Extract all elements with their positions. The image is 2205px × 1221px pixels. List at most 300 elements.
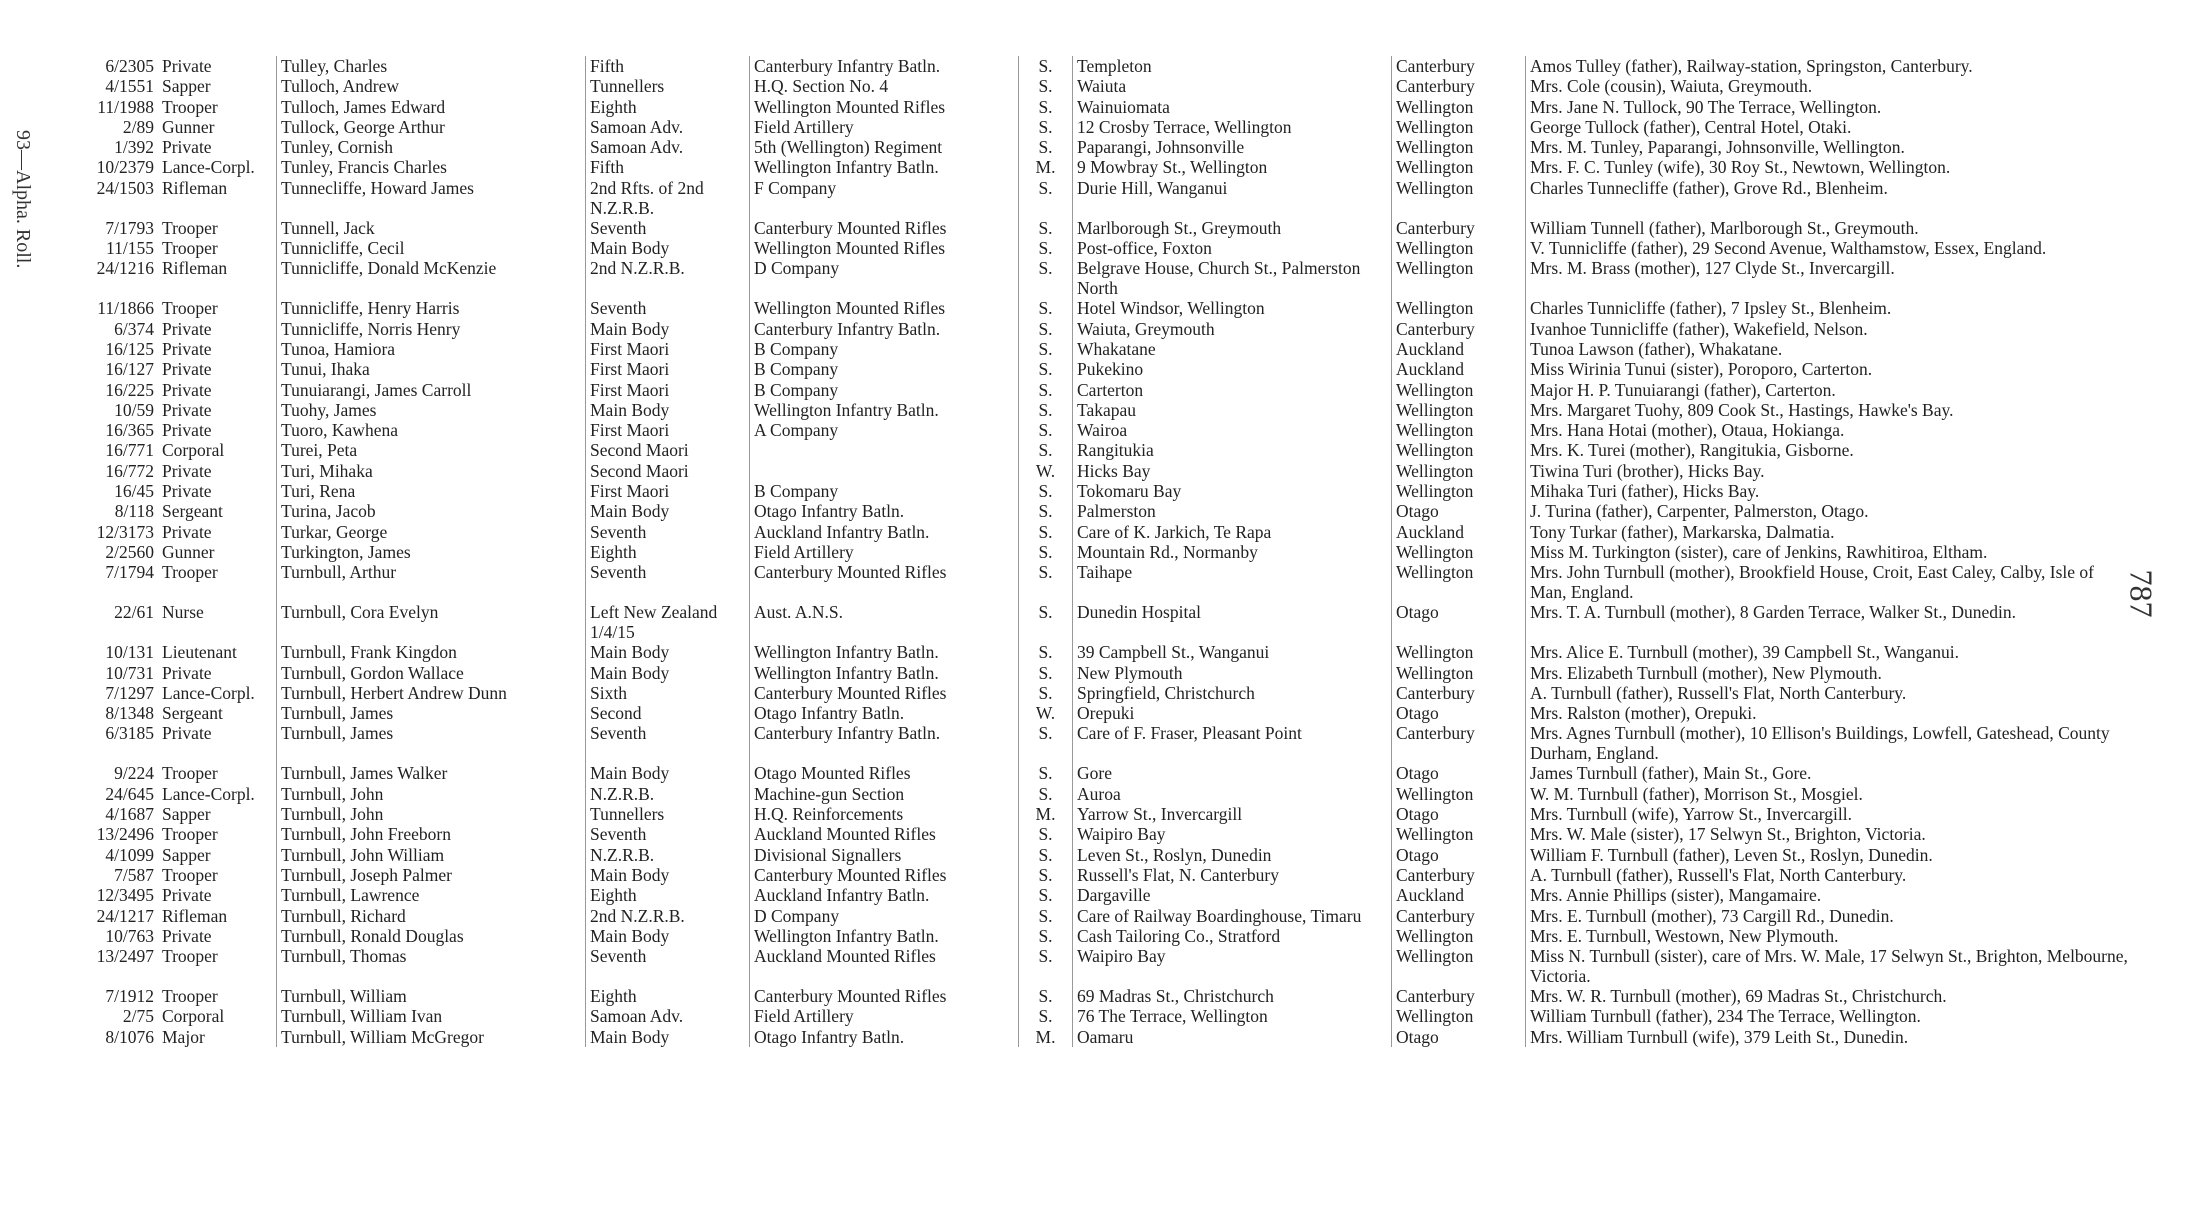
- district-cell: Otago: [1392, 804, 1526, 824]
- soldier-name-cell: Turnbull, Arthur: [277, 562, 586, 602]
- table-row: [70, 400, 2134, 420]
- marital-status-cell: S.: [1019, 763, 1073, 783]
- regimental-number-cell: 13/2497: [96, 946, 154, 967]
- table-row: [70, 238, 2134, 258]
- table-row: [70, 440, 2134, 460]
- soldier-name-cell: Turnbull, James: [277, 723, 586, 763]
- table-row: [70, 926, 2134, 946]
- rank-cell: Sergeant: [158, 501, 277, 521]
- next-of-kin-cell: Charles Tunnecliffe (father), Grove Rd., Blenheim.: [1530, 177, 1888, 198]
- table-row: [70, 663, 2134, 683]
- next-of-kin-cell: William F. Turnbull (father), Leven St., Roslyn, Dunedin.: [1530, 844, 1933, 865]
- soldier-name-cell: Turnbull, Herbert Andrew Dunn: [277, 683, 586, 703]
- district-cell: Wellington: [1392, 926, 1526, 946]
- marital-status-cell: S.: [1019, 562, 1073, 602]
- district-cell: Canterbury: [1392, 76, 1526, 96]
- district-cell: Otago: [1392, 602, 1526, 642]
- table-row: [70, 1027, 2134, 1047]
- draft-unit-cell: Main Body: [586, 763, 750, 783]
- table-row: [70, 76, 2134, 96]
- district-cell: Otago: [1392, 1027, 1526, 1047]
- last-address-cell: Auroa: [1073, 784, 1392, 804]
- corps-unit-cell: Wellington Infantry Batln.: [750, 663, 1019, 683]
- rank-cell: Trooper: [158, 763, 277, 783]
- soldier-name-cell: Tulley, Charles: [277, 56, 586, 76]
- marital-status-cell: S.: [1019, 238, 1073, 258]
- next-of-kin-cell: A. Turnbull (father), Russell's Flat, North Canterbury.: [1530, 864, 1907, 885]
- last-address-cell: Post-office, Foxton: [1073, 238, 1392, 258]
- marital-status-cell: S.: [1019, 824, 1073, 844]
- regimental-number-cell: 24/1216: [96, 258, 154, 279]
- rank-cell: Rifleman: [158, 258, 277, 298]
- table-row: [70, 804, 2134, 824]
- corps-unit-cell: Canterbury Mounted Rifles: [750, 683, 1019, 703]
- draft-unit-cell: First Maori: [586, 359, 750, 379]
- soldier-name-cell: Turkar, George: [277, 522, 586, 542]
- next-of-kin-cell: J. Turina (father), Carpenter, Palmerston, Otago.: [1530, 501, 1869, 522]
- corps-unit-cell: Canterbury Mounted Rifles: [750, 986, 1019, 1006]
- regimental-number-cell: 12/3173: [96, 521, 154, 542]
- rank-cell: Gunner: [158, 117, 277, 137]
- corps-unit-cell: Wellington Mounted Rifles: [750, 298, 1019, 318]
- district-cell: Canterbury: [1392, 56, 1526, 76]
- marital-status-cell: S.: [1019, 845, 1073, 865]
- rank-cell: Private: [158, 723, 277, 763]
- rank-cell: Trooper: [158, 946, 277, 986]
- regimental-number-cell: 9/224: [114, 763, 154, 784]
- soldier-name-cell: Turnbull, James Walker: [277, 763, 586, 783]
- district-cell: Wellington: [1392, 157, 1526, 177]
- last-address-cell: Carterton: [1073, 380, 1392, 400]
- marital-status-cell: S.: [1019, 97, 1073, 117]
- last-address-cell: Gore: [1073, 763, 1392, 783]
- rank-cell: Major: [158, 1027, 277, 1047]
- last-address-cell: 69 Madras St., Christchurch: [1073, 986, 1392, 1006]
- soldier-name-cell: Turnbull, John William: [277, 845, 586, 865]
- corps-unit-cell: Wellington Infantry Batln.: [750, 157, 1019, 177]
- next-of-kin-cell: William Tunnell (father), Marlborough St., Greymouth.: [1530, 217, 1919, 238]
- soldier-name-cell: Turnbull, Thomas: [277, 946, 586, 986]
- district-cell: Wellington: [1392, 461, 1526, 481]
- rank-cell: Trooper: [158, 865, 277, 885]
- next-of-kin-cell: Mrs. Annie Phillips (sister), Mangamaire.: [1530, 885, 1822, 906]
- corps-unit-cell: Field Artillery: [750, 117, 1019, 137]
- next-of-kin-cell: James Turnbull (father), Main St., Gore.: [1530, 763, 1812, 784]
- last-address-cell: 39 Campbell St., Wanganui: [1073, 642, 1392, 662]
- marital-status-cell: S.: [1019, 501, 1073, 521]
- last-address-cell: Marlborough St., Greymouth: [1073, 218, 1392, 238]
- district-cell: Wellington: [1392, 420, 1526, 440]
- regimental-number-cell: 24/1503: [96, 177, 154, 198]
- district-cell: Wellington: [1392, 481, 1526, 501]
- rank-cell: Private: [158, 481, 277, 501]
- regimental-number-cell: 6/3185: [105, 723, 154, 744]
- corps-unit-cell: H.Q. Section No. 4: [750, 76, 1019, 96]
- table-row: [70, 845, 2134, 865]
- marital-status-cell: S.: [1019, 117, 1073, 137]
- soldier-name-cell: Tunnell, Jack: [277, 218, 586, 238]
- marital-status-cell: S.: [1019, 137, 1073, 157]
- rank-cell: Lance-Corpl.: [158, 157, 277, 177]
- roll-body: [70, 56, 2134, 1047]
- soldier-name-cell: Tunoa, Hamiora: [277, 339, 586, 359]
- district-cell: Wellington: [1392, 642, 1526, 662]
- regimental-number-cell: 7/1912: [105, 986, 154, 1007]
- district-cell: Auckland: [1392, 339, 1526, 359]
- marital-status-cell: S.: [1019, 359, 1073, 379]
- table-row: [70, 339, 2134, 359]
- soldier-name-cell: Tulloch, James Edward: [277, 97, 586, 117]
- district-cell: Wellington: [1392, 97, 1526, 117]
- next-of-kin-cell: Mrs. K. Turei (mother), Rangitukia, Gisborne.: [1530, 440, 1854, 461]
- soldier-name-cell: Turei, Peta: [277, 440, 586, 460]
- marital-status-cell: W.: [1019, 703, 1073, 723]
- regimental-number-cell: 4/1551: [105, 76, 154, 97]
- soldier-name-cell: Turina, Jacob: [277, 501, 586, 521]
- table-row: [70, 461, 2134, 481]
- regimental-number-cell: 10/59: [114, 399, 154, 420]
- corps-unit-cell: [750, 440, 1019, 460]
- district-cell: Wellington: [1392, 238, 1526, 258]
- rank-cell: Private: [158, 885, 277, 905]
- soldier-name-cell: Turnbull, William McGregor: [277, 1027, 586, 1047]
- corps-unit-cell: B Company: [750, 359, 1019, 379]
- next-of-kin-cell: Tunoa Lawson (father), Whakatane.: [1530, 338, 1783, 359]
- regimental-number-cell: 7/1793: [105, 217, 154, 238]
- district-cell: Wellington: [1392, 542, 1526, 562]
- soldier-name-cell: Turnbull, John Freeborn: [277, 824, 586, 844]
- rank-cell: Lance-Corpl.: [158, 683, 277, 703]
- district-cell: Auckland: [1392, 522, 1526, 542]
- marital-status-cell: M.: [1019, 1027, 1073, 1047]
- regimental-number-cell: 8/1076: [105, 1026, 154, 1047]
- last-address-cell: Hicks Bay: [1073, 461, 1392, 481]
- table-row: [70, 986, 2134, 1006]
- regimental-number-cell: 11/1866: [97, 298, 154, 319]
- table-row: [70, 218, 2134, 238]
- marital-status-cell: S.: [1019, 380, 1073, 400]
- next-of-kin-cell: Mrs. T. A. Turnbull (mother), 8 Garden Terrace, Walker St., Dunedin.: [1530, 602, 2016, 623]
- last-address-cell: Wairoa: [1073, 420, 1392, 440]
- marital-status-cell: M.: [1019, 804, 1073, 824]
- next-of-kin-cell: Mrs. Turnbull (wife), Yarrow St., Invercargill.: [1530, 804, 1852, 825]
- next-of-kin-cell: Mrs. Cole (cousin), Waiuta, Greymouth.: [1530, 76, 1813, 97]
- rank-cell: Trooper: [158, 298, 277, 318]
- corps-unit-cell: Otago Infantry Batln.: [750, 703, 1019, 723]
- rank-cell: Corporal: [158, 440, 277, 460]
- last-address-cell: Care of Railway Boardinghouse, Timaru: [1073, 906, 1392, 926]
- marital-status-cell: S.: [1019, 319, 1073, 339]
- district-cell: Canterbury: [1392, 319, 1526, 339]
- table-row: [70, 501, 2134, 521]
- draft-unit-cell: First Maori: [586, 420, 750, 440]
- soldier-name-cell: Tullock, George Arthur: [277, 117, 586, 137]
- next-of-kin-cell: Mrs. Margaret Tuohy, 809 Cook St., Hastings, Hawke's Bay.: [1530, 399, 1954, 420]
- regimental-number-cell: 2/89: [122, 116, 154, 137]
- regimental-number-cell: 10/2379: [96, 157, 154, 178]
- corps-unit-cell: Otago Infantry Batln.: [750, 501, 1019, 521]
- last-address-cell: Waipiro Bay: [1073, 946, 1392, 986]
- next-of-kin-cell: Mihaka Turi (father), Hicks Bay.: [1530, 481, 1760, 502]
- district-cell: Wellington: [1392, 784, 1526, 804]
- marital-status-cell: S.: [1019, 258, 1073, 298]
- draft-unit-cell: 2nd N.Z.R.B.: [586, 906, 750, 926]
- draft-unit-cell: Tunnellers: [586, 76, 750, 96]
- regimental-number-cell: 22/61: [114, 602, 154, 623]
- last-address-cell: 9 Mowbray St., Wellington: [1073, 157, 1392, 177]
- next-of-kin-cell: Mrs. John Turnbull (mother), Brookfield House, Croit, East Caley, Calby, Isle of Man, England.: [1530, 562, 2094, 603]
- next-of-kin-cell: Amos Tulley (father), Railway-station, Springston, Canterbury.: [1530, 56, 1973, 76]
- soldier-name-cell: Tunnicliffe, Cecil: [277, 238, 586, 258]
- corps-unit-cell: Auckland Infantry Batln.: [750, 522, 1019, 542]
- soldier-name-cell: Tunnecliffe, Howard James: [277, 178, 586, 218]
- soldier-name-cell: Turi, Mihaka: [277, 461, 586, 481]
- corps-unit-cell: Machine-gun Section: [750, 784, 1019, 804]
- table-row: [70, 562, 2134, 602]
- draft-unit-cell: Main Body: [586, 1027, 750, 1047]
- soldier-name-cell: Tuoro, Kawhena: [277, 420, 586, 440]
- last-address-cell: Dunedin Hospital: [1073, 602, 1392, 642]
- marital-status-cell: S.: [1019, 481, 1073, 501]
- regimental-number-cell: 7/587: [114, 864, 154, 885]
- draft-unit-cell: Eighth: [586, 97, 750, 117]
- corps-unit-cell: Auckland Mounted Rifles: [750, 946, 1019, 986]
- corps-unit-cell: Auckland Mounted Rifles: [750, 824, 1019, 844]
- marital-status-cell: S.: [1019, 885, 1073, 905]
- table-row: [70, 763, 2134, 783]
- marital-status-cell: W.: [1019, 461, 1073, 481]
- draft-unit-cell: 2nd Rfts. of 2nd N.Z.R.B.: [586, 178, 750, 218]
- draft-unit-cell: Main Body: [586, 238, 750, 258]
- rank-cell: Lance-Corpl.: [158, 784, 277, 804]
- last-address-cell: Waiuta, Greymouth: [1073, 319, 1392, 339]
- next-of-kin-cell: W. M. Turnbull (father), Morrison St., Mosgiel.: [1530, 783, 1863, 804]
- draft-unit-cell: Eighth: [586, 542, 750, 562]
- regimental-number-cell: 2/75: [122, 1006, 154, 1027]
- draft-unit-cell: Main Body: [586, 319, 750, 339]
- last-address-cell: 76 The Terrace, Wellington: [1073, 1006, 1392, 1026]
- soldier-name-cell: Turnbull, Frank Kingdon: [277, 642, 586, 662]
- corps-unit-cell: Wellington Infantry Batln.: [750, 400, 1019, 420]
- table-row: [70, 784, 2134, 804]
- table-row: [70, 683, 2134, 703]
- soldier-name-cell: Turnbull, Joseph Palmer: [277, 865, 586, 885]
- draft-unit-cell: Seventh: [586, 522, 750, 542]
- last-address-cell: Hotel Windsor, Wellington: [1073, 298, 1392, 318]
- page-number: 787: [2123, 569, 2160, 618]
- regimental-number-cell: 4/1099: [105, 844, 154, 865]
- corps-unit-cell: F Company: [750, 178, 1019, 218]
- draft-unit-cell: Seventh: [586, 562, 750, 602]
- regimental-number-cell: 11/1988: [97, 96, 154, 117]
- rank-cell: Corporal: [158, 1006, 277, 1026]
- table-row: [70, 178, 2134, 218]
- regimental-number-cell: 13/2496: [96, 824, 154, 845]
- draft-unit-cell: Sixth: [586, 683, 750, 703]
- draft-unit-cell: Eighth: [586, 986, 750, 1006]
- rank-cell: Rifleman: [158, 178, 277, 218]
- district-cell: Wellington: [1392, 946, 1526, 986]
- next-of-kin-cell: Mrs. Alice E. Turnbull (mother), 39 Campbell St., Wanganui.: [1530, 642, 1959, 663]
- table-row: [70, 946, 2134, 986]
- draft-unit-cell: Main Body: [586, 663, 750, 683]
- district-cell: Auckland: [1392, 359, 1526, 379]
- corps-unit-cell: Canterbury Mounted Rifles: [750, 562, 1019, 602]
- soldier-name-cell: Tunnicliffe, Norris Henry: [277, 319, 586, 339]
- marital-status-cell: S.: [1019, 178, 1073, 218]
- next-of-kin-cell: A. Turnbull (father), Russell's Flat, North Canterbury.: [1530, 682, 1907, 703]
- rank-cell: Private: [158, 319, 277, 339]
- next-of-kin-cell: Mrs. W. Male (sister), 17 Selwyn St., Brighton, Victoria.: [1530, 824, 1926, 845]
- next-of-kin-cell: Mrs. M. Tunley, Paparangi, Johnsonville, Wellington.: [1530, 137, 1905, 158]
- last-address-cell: Waiuta: [1073, 76, 1392, 96]
- next-of-kin-cell: Tiwina Turi (brother), Hicks Bay.: [1530, 460, 1765, 481]
- soldier-name-cell: Turnbull, William: [277, 986, 586, 1006]
- last-address-cell: Leven St., Roslyn, Dunedin: [1073, 845, 1392, 865]
- next-of-kin-cell: Mrs. William Turnbull (wife), 379 Leith St., Dunedin.: [1530, 1026, 1909, 1047]
- draft-unit-cell: Samoan Adv.: [586, 137, 750, 157]
- corps-unit-cell: Divisional Signallers: [750, 845, 1019, 865]
- draft-unit-cell: Second Maori: [586, 440, 750, 460]
- district-cell: Canterbury: [1392, 986, 1526, 1006]
- table-row: [70, 642, 2134, 662]
- corps-unit-cell: B Company: [750, 481, 1019, 501]
- regimental-number-cell: 2/2560: [105, 541, 154, 562]
- rank-cell: Trooper: [158, 97, 277, 117]
- next-of-kin-cell: V. Tunnicliffe (father), 29 Second Avenue, Walthamstow, Essex, England.: [1530, 238, 2047, 259]
- district-cell: Otago: [1392, 501, 1526, 521]
- next-of-kin-cell: Miss M. Turkington (sister), care of Jenkins, Rawhitiroa, Eltham.: [1530, 541, 1988, 562]
- marital-status-cell: S.: [1019, 56, 1073, 76]
- regimental-number-cell: 1/392: [114, 137, 154, 158]
- regimental-number-cell: 24/645: [105, 783, 154, 804]
- marital-status-cell: S.: [1019, 602, 1073, 642]
- last-address-cell: Palmerston: [1073, 501, 1392, 521]
- soldier-name-cell: Tunnicliffe, Henry Harris: [277, 298, 586, 318]
- last-address-cell: Yarrow St., Invercargill: [1073, 804, 1392, 824]
- draft-unit-cell: Main Body: [586, 865, 750, 885]
- next-of-kin-cell: Mrs. Ralston (mother), Orepuki.: [1530, 703, 1757, 724]
- rank-cell: Sapper: [158, 845, 277, 865]
- marital-status-cell: S.: [1019, 865, 1073, 885]
- soldier-name-cell: Turnbull, Ronald Douglas: [277, 926, 586, 946]
- rank-cell: Private: [158, 56, 277, 76]
- rank-cell: Trooper: [158, 562, 277, 602]
- corps-unit-cell: Aust. A.N.S.: [750, 602, 1019, 642]
- table-row: [70, 298, 2134, 318]
- next-of-kin-cell: Charles Tunnicliffe (father), 7 Ipsley St., Blenheim.: [1530, 298, 1892, 319]
- regimental-number-cell: 6/2305: [105, 56, 154, 76]
- district-cell: Wellington: [1392, 298, 1526, 318]
- regimental-number-cell: 16/772: [105, 460, 154, 481]
- next-of-kin-cell: Tony Turkar (father), Markarska, Dalmatia.: [1530, 521, 1835, 542]
- last-address-cell: Cash Tailoring Co., Stratford: [1073, 926, 1392, 946]
- draft-unit-cell: N.Z.R.B.: [586, 784, 750, 804]
- corps-unit-cell: A Company: [750, 420, 1019, 440]
- regimental-number-cell: 24/1217: [96, 905, 154, 926]
- rank-cell: Sapper: [158, 804, 277, 824]
- draft-unit-cell: N.Z.R.B.: [586, 845, 750, 865]
- table-row: [70, 258, 2134, 298]
- next-of-kin-cell: Mrs. E. Turnbull (mother), 73 Cargill Rd., Dunedin.: [1530, 905, 1894, 926]
- marital-status-cell: S.: [1019, 542, 1073, 562]
- district-cell: Wellington: [1392, 440, 1526, 460]
- marital-status-cell: M.: [1019, 157, 1073, 177]
- table-row: [70, 319, 2134, 339]
- next-of-kin-cell: George Tullock (father), Central Hotel, Otaki.: [1530, 116, 1852, 137]
- table-row: [70, 56, 2134, 76]
- district-cell: Wellington: [1392, 117, 1526, 137]
- last-address-cell: Mountain Rd., Normanby: [1073, 542, 1392, 562]
- soldier-name-cell: Turnbull, Gordon Wallace: [277, 663, 586, 683]
- next-of-kin-cell: Miss N. Turnbull (sister), care of Mrs. W. Male, 17 Selwyn St., Brighton, Melbourne, Victoria.: [1530, 946, 2128, 987]
- corps-unit-cell: Field Artillery: [750, 1006, 1019, 1026]
- corps-unit-cell: B Company: [750, 380, 1019, 400]
- district-cell: Otago: [1392, 845, 1526, 865]
- draft-unit-cell: Main Body: [586, 501, 750, 521]
- district-cell: Wellington: [1392, 1006, 1526, 1026]
- last-address-cell: Pukekino: [1073, 359, 1392, 379]
- draft-unit-cell: Left New Zealand 1/4/15: [586, 602, 750, 642]
- last-address-cell: Oamaru: [1073, 1027, 1392, 1047]
- draft-unit-cell: Main Body: [586, 642, 750, 662]
- rank-cell: Sergeant: [158, 703, 277, 723]
- marital-status-cell: S.: [1019, 298, 1073, 318]
- next-of-kin-cell: Mrs. Hana Hotai (mother), Otaua, Hokianga.: [1530, 420, 1845, 441]
- last-address-cell: Templeton: [1073, 56, 1392, 76]
- draft-unit-cell: Seventh: [586, 723, 750, 763]
- last-address-cell: Tokomaru Bay: [1073, 481, 1392, 501]
- regimental-number-cell: 11/155: [106, 238, 154, 259]
- soldier-name-cell: Turi, Rena: [277, 481, 586, 501]
- regimental-number-cell: 4/1687: [105, 804, 154, 825]
- marital-status-cell: S.: [1019, 642, 1073, 662]
- soldier-name-cell: Tunley, Francis Charles: [277, 157, 586, 177]
- last-address-cell: Belgrave House, Church St., Palmerston North: [1073, 258, 1392, 298]
- table-row: [70, 824, 2134, 844]
- table-row: [70, 522, 2134, 542]
- marital-status-cell: S.: [1019, 1006, 1073, 1026]
- soldier-name-cell: Turnbull, William Ivan: [277, 1006, 586, 1026]
- marital-status-cell: S.: [1019, 723, 1073, 763]
- table-row: [70, 97, 2134, 117]
- next-of-kin-cell: Mrs. Jane N. Tullock, 90 The Terrace, Wellington.: [1530, 96, 1882, 117]
- table-row: [70, 359, 2134, 379]
- marital-status-cell: S.: [1019, 218, 1073, 238]
- draft-unit-cell: First Maori: [586, 339, 750, 359]
- soldier-name-cell: Turnbull, Cora Evelyn: [277, 602, 586, 642]
- soldier-name-cell: Turnbull, John: [277, 784, 586, 804]
- rank-cell: Trooper: [158, 218, 277, 238]
- last-address-cell: Durie Hill, Wanganui: [1073, 178, 1392, 218]
- draft-unit-cell: 2nd N.Z.R.B.: [586, 258, 750, 298]
- rank-cell: Nurse: [158, 602, 277, 642]
- marital-status-cell: S.: [1019, 400, 1073, 420]
- district-cell: Auckland: [1392, 885, 1526, 905]
- marital-status-cell: S.: [1019, 440, 1073, 460]
- last-address-cell: 12 Crosby Terrace, Wellington: [1073, 117, 1392, 137]
- rank-cell: Private: [158, 522, 277, 542]
- last-address-cell: Care of K. Jarkich, Te Rapa: [1073, 522, 1392, 542]
- soldier-name-cell: Tunui, Ihaka: [277, 359, 586, 379]
- corps-unit-cell: Canterbury Mounted Rifles: [750, 218, 1019, 238]
- corps-unit-cell: Canterbury Infantry Batln.: [750, 56, 1019, 76]
- corps-unit-cell: Wellington Infantry Batln.: [750, 926, 1019, 946]
- table-row: [70, 481, 2134, 501]
- corps-unit-cell: Wellington Infantry Batln.: [750, 642, 1019, 662]
- draft-unit-cell: Main Body: [586, 400, 750, 420]
- rank-cell: Private: [158, 339, 277, 359]
